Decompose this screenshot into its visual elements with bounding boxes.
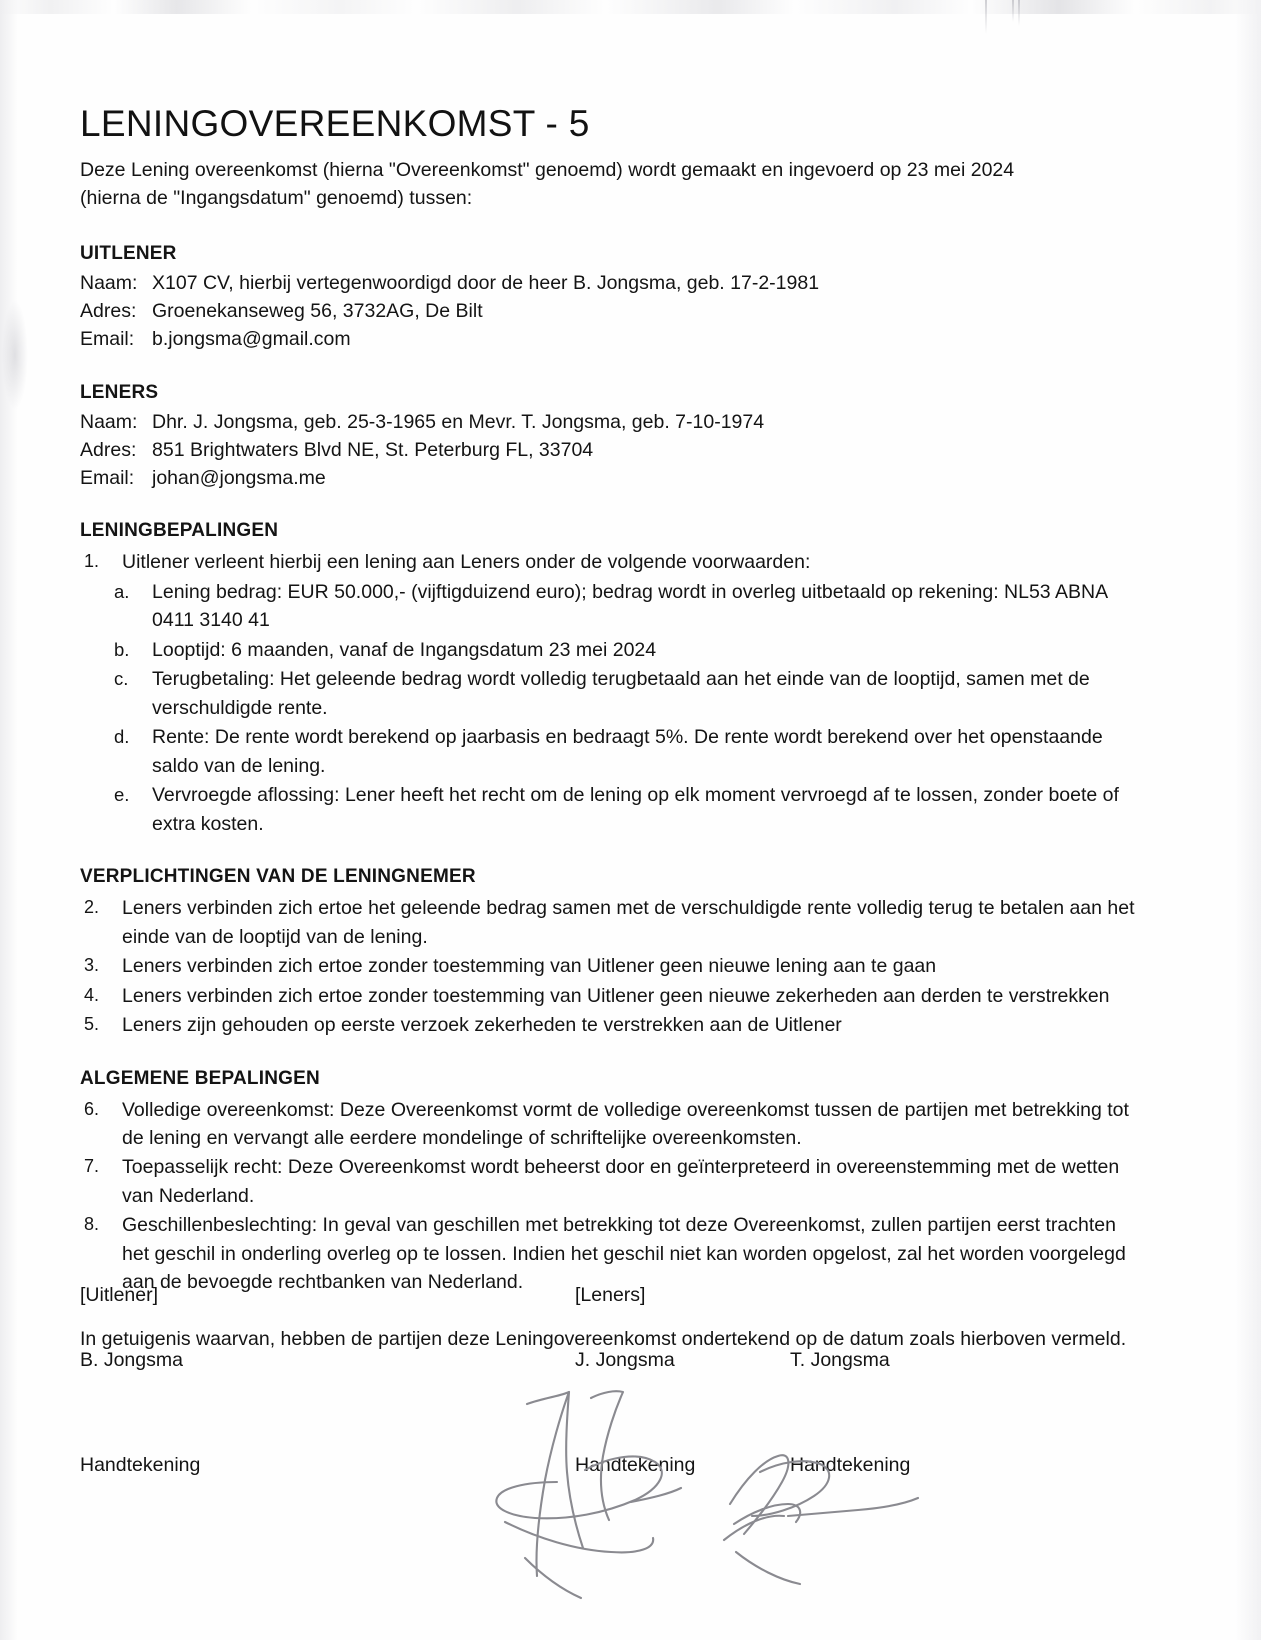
list-marker: 1. (84, 551, 100, 572)
borrower-2-bracket-label (790, 1282, 990, 1309)
list-marker: 6. (84, 1098, 100, 1119)
signature-column-lender (80, 1282, 500, 1479)
obligation-item-3 (80, 952, 1140, 980)
provision-item-7 (80, 1153, 1140, 1210)
lender-row-email (80, 325, 1140, 353)
borrowers-adres-value: 851 Brightwaters Blvd NE, St. Peterburg FL, 33704 (152, 438, 594, 461)
scan-smudge (2, 300, 28, 410)
provision-item-6 (80, 1096, 1140, 1153)
obligation-item-4 (80, 982, 1140, 1010)
scan-streak (1012, 0, 1014, 22)
borrowers-email-label: Email: (80, 467, 135, 490)
lender-heading: UITLENER (80, 242, 177, 264)
scan-edge-left (0, 0, 18, 1640)
lender-adres-label: Adres: (80, 300, 137, 323)
closing-paragraph: In getuigenis waarvan, hebben de partijen deze Leningovereenkomst ondertekend op de datum zoals hierboven vermeld. (80, 1327, 1127, 1350)
sub-list-marker: b. (114, 638, 130, 660)
lender-row-adres (80, 297, 1140, 325)
borrowers-naam-value: Dhr. J. Jongsma, geb. 25-3-1965 en Mevr. T. Jongsma, geb. 7-10-1974 (152, 410, 765, 433)
lender-bracket-label: [Uitlener] (80, 1284, 159, 1306)
list-marker: 5. (84, 1014, 100, 1035)
list-marker: 7. (84, 1156, 100, 1177)
lender-signature-label: Handtekening (80, 1453, 201, 1476)
signature-column-borrower-1 (575, 1282, 775, 1479)
lender-naam-label: Naam: (80, 271, 138, 294)
sub-list-marker: a. (114, 580, 130, 602)
sub-list-text: Lening bedrag: EUR 50.000,- (vijftigduizend euro); bedrag wordt in overleg uitbetaald op rekening: NL53 ABNA 0411 3140 41 (152, 580, 1108, 632)
borrowers-row-email (80, 464, 1140, 492)
loan-terms-heading: LENINGBEPALINGEN (80, 520, 279, 542)
lender-email-label: Email: (80, 328, 135, 351)
scan-noise-top (0, 0, 1261, 14)
sub-list-marker: e. (114, 784, 130, 806)
scan-streak (985, 0, 987, 34)
borrowers-row-adres (80, 436, 1140, 464)
general-provisions-section (80, 1068, 1140, 1297)
list-marker: 2. (84, 897, 100, 918)
sub-list-marker: d. (114, 726, 130, 748)
sub-list-text: Looptijd: 6 maanden, vanaf de Ingangsdatum 23 mei 2024 (152, 638, 657, 661)
lender-block (80, 243, 1140, 354)
sub-list-text: Rente: De rente wordt berekend op jaarbasis en bedraagt 5%. De rente wordt berekend over het openstaande saldo van de lening. (152, 726, 1103, 777)
borrower-obligations-section (80, 866, 1140, 1039)
scan-streak (1018, 0, 1020, 26)
loan-terms-sublist (80, 578, 1140, 838)
list-text: Volledige overeenkomst: Deze Overeenkomst vormt de volledige overeenkomst tussen de partijen met betrekking tot de lening en vervangt alle eerdere mondelinge of schriftelijke overeenkomsten. (122, 1098, 1129, 1149)
list-text: Leners verbinden zich ertoe zonder toestemming van Uitlener geen nieuwe lening aan te gaan (122, 955, 937, 978)
list-text: Leners verbinden zich ertoe het geleende bedrag samen met de verschuldigde rente volledig terug te betalen aan het einde van de looptijd van de lening. (122, 897, 1135, 948)
list-text: Leners zijn gehouden op eerste verzoek zekerheden te verstrekken aan de Uitlener (122, 1014, 842, 1037)
loan-terms-sub-a (80, 578, 1140, 635)
loan-terms-sub-b (80, 636, 1140, 664)
loan-terms-sub-e (80, 781, 1140, 838)
page-title: LENINGOVEREENKOMST - 5 (80, 103, 590, 144)
borrower-obligations-heading: VERPLICHTINGEN VAN DE LENINGNEMER (80, 866, 476, 888)
list-text: Toepasselijk recht: Deze Overeenkomst wordt beheerst door en geïnterpreteerd in overeenstemming met de wetten van Nederland. (122, 1156, 1120, 1207)
scan-edge-right (1235, 0, 1261, 1640)
intro-paragraph: Deze Lening overeenkomst (hierna "Overeenkomst" genoemd) wordt gemaakt en ingevoerd op 23 mei 2024 (hierna de "Ingangsdatum" genoemd) tussen: (80, 158, 1015, 210)
lender-adres-value: Groenekanseweg 56, 3732AG, De Bilt (152, 300, 483, 323)
loan-terms-sub-d (80, 723, 1140, 780)
borrowers-naam-label: Naam: (80, 410, 138, 433)
borrower-2-signature-label: Handtekening (790, 1453, 911, 1476)
signature-area (80, 1282, 1160, 1612)
list-marker: 4. (84, 984, 100, 1005)
loan-terms-sub-c (80, 665, 1140, 722)
borrowers-row-naam (80, 408, 1140, 436)
obligation-item-5 (80, 1011, 1140, 1039)
borrowers-block (80, 382, 1140, 493)
general-provisions-heading: ALGEMENE BEPALINGEN (80, 1067, 320, 1089)
sub-list-marker: c. (114, 668, 129, 690)
borrower-1-signature-label: Handtekening (575, 1453, 696, 1476)
list-marker: 8. (84, 1214, 100, 1235)
sub-list-text: Vervroegde aflossing: Lener heeft het recht om de lening op elk moment vervroegd af te lossen, zonder boete of extra kosten. (152, 784, 1119, 835)
borrowers-email-value: johan@jongsma.me (152, 467, 326, 490)
sub-list-text: Terugbetaling: Het geleende bedrag wordt volledig terugbetaald aan het einde van de looptijd, samen met de verschuldigde rente. (152, 668, 1090, 719)
lender-naam-value: X107 CV, hierbij vertegenwoordigd door de heer B. Jongsma, geb. 17-2-1981 (152, 271, 820, 294)
obligation-item-2 (80, 894, 1140, 951)
borrowers-bracket-label: [Leners] (575, 1284, 646, 1306)
list-text: Uitlener verleent hierbij een lening aan Leners onder de volgende voorwaarden: (122, 551, 811, 574)
lender-row-naam (80, 269, 1140, 297)
list-text: Leners verbinden zich ertoe zonder toestemming van Uitlener geen nieuwe zekerheden aan derden te verstrekken (122, 984, 1110, 1007)
lender-signer-name: B. Jongsma (80, 1349, 183, 1372)
borrowers-adres-label: Adres: (80, 438, 137, 461)
list-marker: 3. (84, 955, 100, 976)
signature-column-borrower-2 (790, 1282, 990, 1479)
loan-terms-section (80, 520, 1140, 838)
borrower-2-signer-name: T. Jongsma (790, 1349, 890, 1372)
list-text: Geschillenbeslechting: In geval van geschillen met betrekking tot deze Overeenkomst, zullen partijen eerst trachten het geschil in onderling overleg op te lossen. Indien het geschil niet kan worden opgelost, zal het worden voorgelegd aan de bevoegde rechtbanken van Nederland. (122, 1214, 1126, 1294)
loan-terms-item-1 (80, 548, 1140, 576)
document-body (80, 104, 1140, 1353)
lender-email-value: b.jongsma@gmail.com (152, 328, 351, 351)
borrowers-heading: LENERS (80, 381, 159, 403)
borrower-1-signer-name: J. Jongsma (575, 1349, 675, 1372)
